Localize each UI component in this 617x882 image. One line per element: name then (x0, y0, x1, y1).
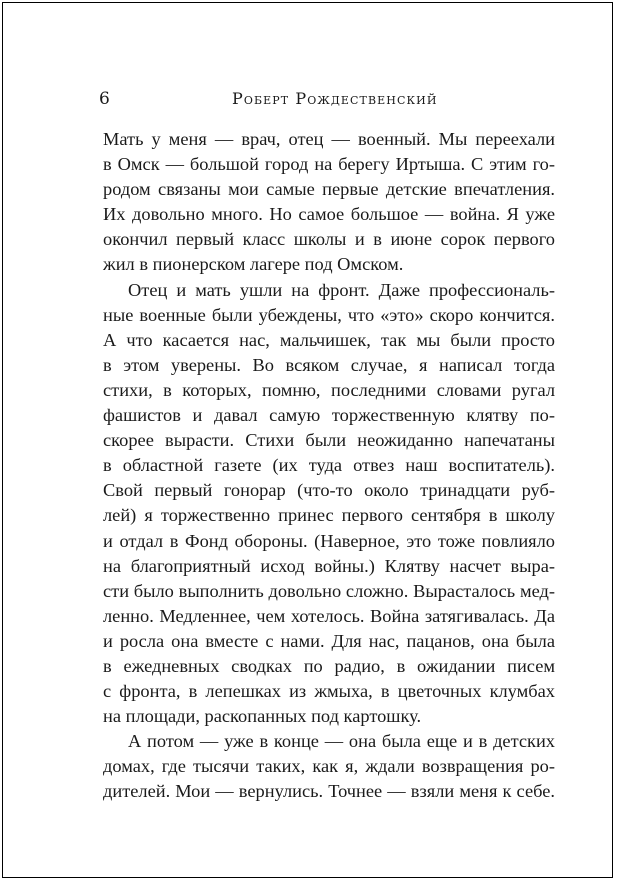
text-line: в этом уверены. Во всяком случае, я написал тогда (103, 354, 555, 375)
text-line: фашистов и давал самую торжественную клятву по- (103, 405, 555, 426)
text-line: А что касается нас, мальчишек, так мы были просто (103, 329, 555, 350)
text-line: в областной газете (их туда отвез наш воспитатель). (103, 455, 555, 476)
text-line: на благоприятный исход войны.) Клятву насчет выра- (103, 555, 555, 576)
text-line: на площади, раскопанных под картошку. (103, 706, 422, 727)
text-line: и росла она вместе с нами. Для нас, пацанов, она была (103, 630, 555, 651)
text-line: с фронта, в лепешках из жмыха, в цветочных клумбах (103, 681, 555, 702)
paragraph (103, 729, 555, 804)
text-line: ные военные были убеждены, что «это» скоро кончится. (103, 304, 555, 325)
text-line: скорее вырасти. Стихи были неожиданно напечатаны (103, 430, 555, 451)
text-line: окончил первый класс школы и в июне сорок первого (103, 229, 555, 250)
text-line: дителей. Мои — вернулись. Точнее — взяли меня к себе. (103, 781, 555, 802)
text-line: Отец и мать ушли на фронт. Даже профессиональ- (128, 279, 555, 300)
running-head-author: Роберт Рождественский (232, 89, 438, 108)
text-line: ленно. Медленнее, чем хотелось. Война затягивалась. Да (103, 605, 555, 626)
book-page (2, 2, 613, 878)
page-number: 6 (99, 89, 110, 109)
paragraph (103, 278, 555, 730)
text-line: в Омск — большой город на берегу Иртыша. С этим го- (103, 154, 555, 175)
text-line: А потом — уже в конце — она была еще и в детских (128, 731, 555, 752)
text-line: жил в пионерском лагере под Омском. (103, 254, 404, 275)
text-line: стихи, в которых, помню, последними словами ругал (103, 379, 555, 400)
text-line: лей) я торжественно принес первого сентября в школу (103, 505, 555, 526)
paragraph (103, 127, 555, 278)
text-line: Свой первый гонорар (что-то около тринадцати руб- (103, 480, 555, 501)
running-head (3, 89, 612, 109)
body-text (103, 127, 555, 805)
text-line: в ежедневных сводках по радио, в ожидании писем (103, 655, 555, 676)
text-line: и отдал в Фонд обороны. (Наверное, это тоже повлияло (103, 530, 555, 551)
text-line: домах, где тысячи таких, как я, ждали возвращения ро- (103, 756, 555, 777)
text-line: Мать у меня — врач, отец — военный. Мы переехали (103, 129, 555, 149)
text-line: сти было выполнить довольно сложно. Вырасталось мед- (103, 580, 555, 601)
text-line: Их довольно много. Но самое большое — война. Я уже (103, 204, 555, 225)
text-line: родом связаны мои самые первые детские впечатления. (103, 179, 555, 200)
